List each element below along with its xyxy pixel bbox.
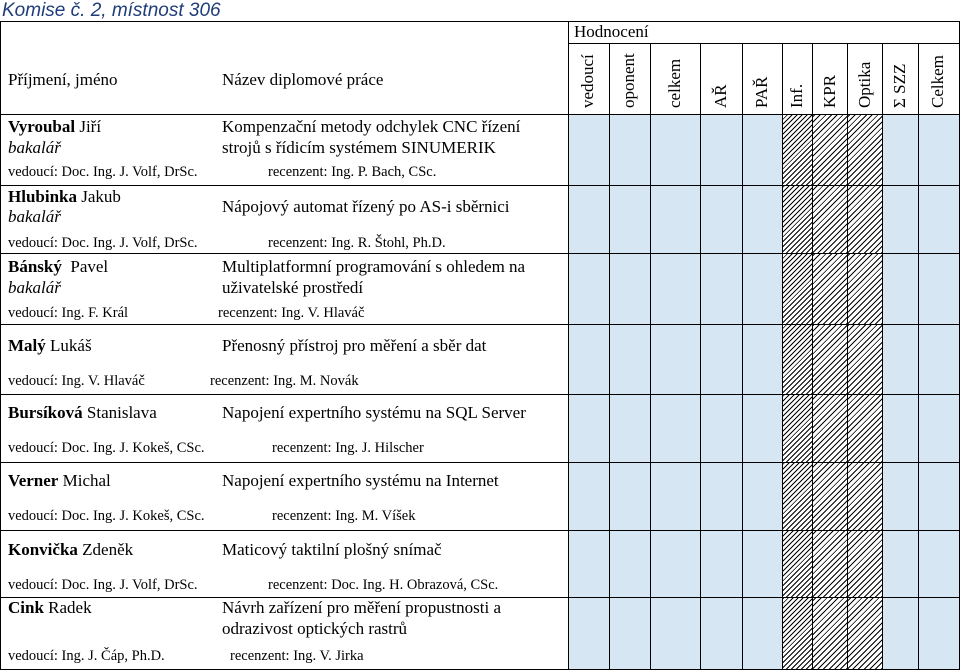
header-col-par: PAŘ <box>752 76 771 108</box>
rating-cell <box>610 395 650 462</box>
header-col-optika: Optika <box>855 61 874 108</box>
thesis-title: Napojení expertního systému na SQL Server <box>222 403 526 422</box>
header-col-inf: Inf. <box>787 83 806 108</box>
reviewer: recenzent: Ing. M. Novák <box>210 373 359 389</box>
rating-cell <box>883 115 918 185</box>
student-degree: bakalář <box>8 278 61 297</box>
rating-cell <box>651 325 700 394</box>
rating-cell <box>848 598 882 669</box>
rating-cell <box>813 186 847 253</box>
rating-cell <box>813 254 847 324</box>
rating-cell <box>813 115 847 185</box>
rating-cell <box>919 598 959 669</box>
table-row <box>8 336 92 356</box>
reviewer: recenzent: Ing. M. Víšek <box>272 508 416 524</box>
table-row <box>8 257 108 277</box>
rating-cell <box>743 115 782 185</box>
header-col-celkem: celkem <box>665 58 684 108</box>
rating-cell <box>783 254 812 324</box>
rating-cell <box>651 531 700 597</box>
supervisor: vedoucí: Ing. J. Čáp, Ph.D. <box>8 648 165 664</box>
rating-cell <box>883 395 918 462</box>
thesis-title-line2: odrazivost optických rastrů <box>222 619 408 638</box>
rating-cell <box>701 531 742 597</box>
student-surname: Verner <box>8 471 59 490</box>
rating-cell <box>651 186 700 253</box>
rating-cell <box>610 463 650 530</box>
rating-cell <box>848 531 882 597</box>
reviewer: recenzent: Ing. V. Jirka <box>230 648 364 664</box>
rating-cell <box>610 186 650 253</box>
rating-cell <box>610 531 650 597</box>
reviewer: recenzent: Ing. P. Bach, CSc. <box>268 164 437 180</box>
supervisor: vedoucí: Doc. Ing. J. Volf, DrSc. <box>8 235 198 251</box>
rating-cell <box>813 395 847 462</box>
supervisor: vedoucí: Doc. Ing. J. Volf, DrSc. <box>8 164 198 180</box>
rating-cell <box>651 463 700 530</box>
table-row <box>8 471 111 491</box>
rating-cell <box>813 531 847 597</box>
rating-cell <box>783 463 812 530</box>
student-first-name: Zdeněk <box>82 540 134 559</box>
thesis-title: Kompenzační metody odchylek CNC řízení <box>222 117 521 136</box>
rating-cell <box>743 598 782 669</box>
rating-cell <box>883 598 918 669</box>
header-col-celkem-total: Celkem <box>928 55 947 108</box>
student-surname: Bánský <box>8 257 62 276</box>
rating-cell <box>883 254 918 324</box>
rating-cell <box>919 531 959 597</box>
rating-cell <box>701 325 742 394</box>
rating-cell <box>701 395 742 462</box>
rating-cell <box>610 325 650 394</box>
student-first-name: Lukáš <box>50 336 92 355</box>
student-surname: Hlubinka <box>8 187 77 206</box>
student-first-name: Stanislava <box>86 403 157 422</box>
header-col-ar: AŘ <box>711 84 730 108</box>
student-first-name: Pavel <box>70 257 109 276</box>
rating-cell <box>701 254 742 324</box>
rating-cell <box>813 325 847 394</box>
student-surname: Konvička <box>8 540 78 559</box>
rating-cell <box>919 395 959 462</box>
rating-cell <box>883 531 918 597</box>
rating-cell <box>569 395 609 462</box>
rating-cell <box>610 115 650 185</box>
rating-cell <box>651 395 700 462</box>
rating-cell <box>848 463 882 530</box>
rating-cell <box>651 115 700 185</box>
rating-cell <box>743 463 782 530</box>
rating-cell <box>569 531 609 597</box>
rating-cell <box>783 115 812 185</box>
rating-cell <box>701 598 742 669</box>
student-first-name: Michal <box>62 471 111 490</box>
rating-cell <box>651 598 700 669</box>
rating-cell <box>569 254 609 324</box>
rating-cell <box>783 325 812 394</box>
rating-cell <box>883 325 918 394</box>
rating-cell <box>848 254 882 324</box>
rating-cell <box>701 186 742 253</box>
rating-cell <box>783 598 812 669</box>
rating-cell <box>569 598 609 669</box>
rating-cell <box>610 254 650 324</box>
student-first-name: Jakub <box>81 187 121 206</box>
rating-cell <box>783 395 812 462</box>
supervisor: vedoucí: Doc. Ing. J. Volf, DrSc. <box>8 577 198 593</box>
thesis-title: Přenosný přístroj pro měření a sběr dat <box>222 336 487 355</box>
table-row <box>8 117 101 137</box>
supervisor: vedoucí: Doc. Ing. J. Kokeš, CSc. <box>8 440 205 456</box>
rating-cell <box>743 395 782 462</box>
rating-cell <box>701 115 742 185</box>
rating-cell <box>783 186 812 253</box>
student-surname: Vyroubal <box>8 117 76 136</box>
rating-cell <box>743 325 782 394</box>
rating-cell <box>919 186 959 253</box>
page-title: Komise č. 2, místnost 306 <box>2 0 221 21</box>
reviewer: recenzent: Ing. J. Hilscher <box>272 440 424 456</box>
student-degree: bakalář <box>8 138 61 157</box>
header-col-oponent: oponent <box>619 53 638 108</box>
header-col-kpr: KPR <box>820 74 839 108</box>
rating-cell <box>848 186 882 253</box>
supervisor: vedoucí: Ing. F. Král <box>8 305 129 321</box>
supervisor: vedoucí: Doc. Ing. J. Kokeš, CSc. <box>8 508 205 524</box>
rating-cell <box>569 186 609 253</box>
rating-cell <box>883 463 918 530</box>
header-thesis-column: Název diplomové práce <box>222 70 384 89</box>
thesis-title-line2: uživatelské prostředí <box>222 278 364 297</box>
thesis-title-line2: strojů s řídicím systémem SINUMERIK <box>222 138 496 157</box>
rating-cell <box>743 186 782 253</box>
thesis-title: Napojení expertního systému na Internet <box>222 471 499 490</box>
rating-cell <box>743 531 782 597</box>
rating-cell <box>919 254 959 324</box>
reviewer: recenzent: Doc. Ing. H. Obrazová, CSc. <box>268 577 499 593</box>
rating-cell <box>919 325 959 394</box>
table-row <box>8 540 133 560</box>
rating-cell <box>783 531 812 597</box>
rating-cell <box>743 254 782 324</box>
student-first-name: Radek <box>48 598 92 617</box>
student-first-name: Jiří <box>79 117 102 136</box>
thesis-title: Nápojový automat řízený po AS-i sběrnici <box>222 197 510 216</box>
rating-cell <box>610 598 650 669</box>
rating-cell <box>569 325 609 394</box>
rating-cell <box>883 186 918 253</box>
table-row <box>8 187 121 207</box>
rating-cell <box>813 463 847 530</box>
rating-cell <box>813 598 847 669</box>
rating-cell <box>919 463 959 530</box>
student-surname: Malý <box>8 336 46 355</box>
rating-cell <box>848 115 882 185</box>
rating-cell <box>701 463 742 530</box>
thesis-title: Návrh zařízení pro měření propustnosti a <box>222 598 501 617</box>
thesis-title: Maticový taktilní plošný snímač <box>222 540 442 559</box>
header-col-sum-szz: Σ SZZ <box>890 63 909 108</box>
rating-cell <box>651 254 700 324</box>
rating-cell <box>848 325 882 394</box>
rating-cell <box>919 115 959 185</box>
header-col-vedouci: vedoucí <box>578 54 597 108</box>
header-name-column: Příjmení, jméno <box>8 70 118 89</box>
rating-cell <box>848 395 882 462</box>
student-surname: Cink <box>8 598 44 617</box>
reviewer: recenzent: Ing. R. Štohl, Ph.D. <box>268 235 446 251</box>
student-degree: bakalář <box>8 207 61 226</box>
table-row <box>8 598 92 618</box>
rating-cell <box>569 463 609 530</box>
reviewer: recenzent: Ing. V. Hlaváč <box>218 305 365 321</box>
table-row <box>8 403 157 423</box>
rating-cell <box>569 115 609 185</box>
thesis-title: Multiplatformní programování s ohledem na <box>222 257 526 276</box>
supervisor: vedoucí: Ing. V. Hlaváč <box>8 373 145 389</box>
header-rating-group: Hodnocení <box>574 22 649 41</box>
student-surname: Bursíková <box>8 403 83 422</box>
